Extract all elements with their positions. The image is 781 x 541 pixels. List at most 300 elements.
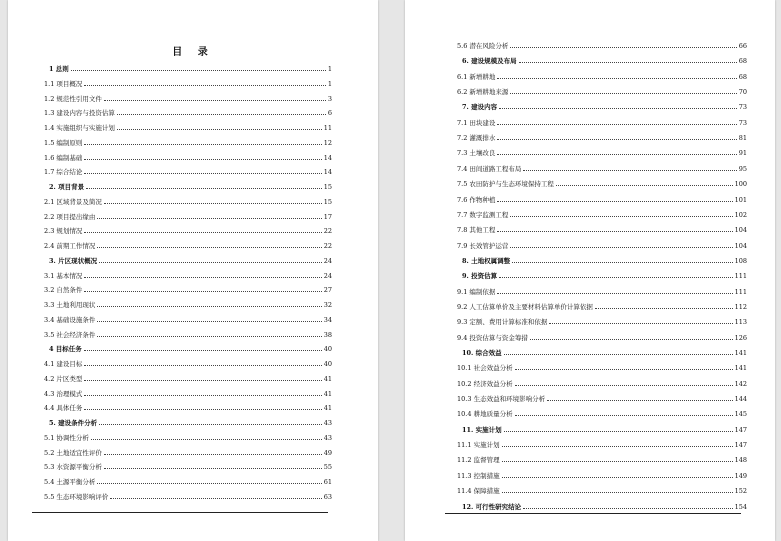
toc-entry-text: 作物种植 — [469, 195, 496, 204]
toc-page-number: 17 — [323, 212, 332, 221]
toc-entry-text: 建设内容 — [471, 103, 498, 112]
toc-dot-leader — [497, 138, 736, 140]
toc-dot-leader — [84, 290, 321, 292]
toc-entry[interactable] — [457, 222, 747, 234]
toc-entry-label — [44, 493, 108, 501]
toc-entry-label — [44, 198, 102, 206]
toc-entry-text: 规范性引用文件 — [56, 94, 102, 103]
toc-entry-number: 5.1 — [44, 433, 55, 442]
toc-entry-text: 实施组织与实施计划 — [56, 124, 115, 132]
toc-entry[interactable] — [44, 268, 332, 280]
toc-entry-label — [49, 183, 84, 191]
toc-entry[interactable] — [457, 84, 747, 96]
toc-entry-text: 建设条件分析 — [58, 419, 98, 427]
toc-dot-leader — [595, 307, 733, 309]
toc-dot-leader — [519, 61, 737, 63]
toc-entry-number: 7.4 — [457, 164, 468, 173]
toc-dot-leader — [549, 322, 732, 324]
toc-entry[interactable] — [457, 192, 747, 204]
toc-dot-leader — [497, 200, 732, 202]
toc-page-number: 40 — [323, 345, 332, 354]
toc-entry-label — [462, 103, 497, 111]
toc-chapter-entry[interactable] — [462, 345, 747, 357]
toc-entry-text: 项目提出缘由 — [56, 212, 96, 221]
toc-entry-number: 6.1 — [457, 72, 468, 81]
toc-page-number: 73 — [738, 103, 747, 112]
toc-entry-label — [457, 456, 500, 464]
toc-entry-text: 综合效益 — [475, 349, 502, 357]
toc-page-number: 41 — [323, 389, 332, 398]
toc-page-number: 112 — [734, 302, 747, 311]
toc-dot-leader — [510, 215, 732, 217]
toc-entry-text: 规划情况 — [56, 227, 83, 236]
toc-entry[interactable] — [457, 376, 747, 388]
toc-page-number: 14 — [323, 168, 332, 177]
toc-chapter-entry[interactable] — [462, 422, 747, 434]
toc-entry-text: 综合结论 — [56, 168, 83, 177]
toc-entry-label — [44, 80, 82, 88]
toc-entry-number: 2.1 — [44, 197, 55, 206]
toc-entry-text: 区域背景及简况 — [56, 197, 102, 206]
toc-entry-number: 7.1 — [457, 118, 468, 127]
toc-entry-label — [44, 154, 82, 162]
toc-entry-label — [457, 395, 545, 403]
toc-entry-label — [462, 349, 502, 357]
toc-entry[interactable] — [44, 312, 332, 324]
toc-entry-text: 可行性研究结论 — [475, 502, 522, 511]
toc-dot-leader — [515, 414, 733, 416]
toc-entry[interactable] — [457, 468, 747, 480]
toc-entry[interactable] — [457, 314, 747, 326]
toc-title: 目 录 — [172, 47, 214, 58]
toc-entry[interactable] — [457, 330, 747, 342]
toc-page-number: 147 — [734, 441, 747, 450]
toc-dot-leader — [117, 113, 326, 115]
toc-entry-label — [457, 134, 495, 142]
toc-entry-label — [462, 503, 521, 511]
toc-entry-text: 片区类型 — [56, 374, 83, 383]
toc-entry-label — [49, 65, 69, 73]
toc-entry[interactable] — [44, 209, 332, 221]
toc-entry[interactable] — [457, 452, 747, 464]
toc-entry-label — [462, 257, 510, 265]
toc-page-number: 154 — [734, 502, 747, 511]
toc-entry[interactable] — [457, 391, 747, 403]
toc-dot-leader — [504, 430, 733, 432]
toc-entry-label — [457, 441, 500, 449]
toc-entry-label — [49, 257, 97, 265]
toc-page-number: 111 — [734, 272, 747, 281]
toc-entry-text: 具体任务 — [56, 404, 83, 413]
toc-dot-leader — [84, 349, 322, 351]
toc-page-number: 55 — [323, 463, 332, 472]
toc-entry[interactable] — [457, 299, 747, 311]
toc-entry-number: 1.3 — [44, 109, 55, 118]
toc-entry-number: 3.5 — [44, 330, 55, 339]
toc-entry[interactable] — [457, 483, 747, 495]
toc-entry-number: 3. — [49, 256, 56, 265]
toc-dot-leader — [523, 169, 736, 171]
toc-chapter-entry[interactable] — [49, 253, 332, 265]
toc-entry-text: 农田防护与生态环境保持工程 — [469, 180, 554, 189]
toc-entry-number: 9. — [462, 272, 469, 281]
toc-entry-number: 1 — [49, 65, 54, 73]
toc-entry-text: 实施计划 — [475, 425, 502, 434]
toc-entry-label — [44, 434, 89, 442]
toc-page-number: 147 — [734, 425, 747, 434]
toc-entry[interactable] — [457, 161, 747, 173]
toc-chapter-entry[interactable] — [49, 61, 332, 73]
toc-entry-text: 投资估算 — [471, 272, 498, 281]
toc-entry-number: 11.4 — [457, 487, 472, 496]
toc-entry-label — [49, 419, 97, 427]
toc-entry-number: 2.3 — [44, 227, 55, 236]
toc-entry-text: 编制原则 — [56, 138, 83, 147]
toc-chapter-entry[interactable] — [462, 499, 747, 511]
toc-dot-leader — [84, 84, 325, 86]
toc-entry-number: 10.3 — [457, 395, 472, 404]
toc-entry-text: 投资估算与资金筹措 — [469, 333, 528, 342]
toc-entry-label — [44, 301, 95, 309]
toc-dot-leader — [499, 276, 733, 278]
toc-entry[interactable] — [457, 360, 747, 372]
toc-entry-text: 新增耕地来源 — [469, 88, 509, 97]
toc-chapter-entry[interactable] — [462, 268, 747, 280]
toc-entry[interactable] — [457, 176, 747, 188]
toc-entry-label — [49, 345, 82, 353]
toc-entry-label — [44, 139, 82, 147]
toc-entry-number: 2.2 — [44, 212, 55, 221]
toc-page-number: 111 — [734, 287, 747, 296]
toc-dot-leader — [99, 261, 322, 263]
toc-page-number: 145 — [734, 410, 747, 419]
toc-entry-label — [457, 196, 495, 204]
toc-entry-text: 编制依据 — [469, 287, 496, 296]
toc-entry[interactable] — [457, 437, 747, 449]
toc-page-number: 15 — [323, 183, 332, 191]
toc-dot-leader — [104, 202, 322, 204]
toc-entry-number: 9.3 — [457, 318, 468, 327]
toc-entry-label — [44, 404, 82, 412]
toc-entry[interactable] — [457, 207, 747, 219]
toc-entry[interactable] — [44, 356, 332, 368]
toc-entry-number: 11.2 — [457, 456, 472, 465]
toc-entry-number: 3.1 — [44, 271, 55, 280]
toc-entry-number: 2. — [49, 183, 56, 191]
toc-page-number: 141 — [734, 364, 747, 373]
toc-chapter-entry[interactable] — [49, 415, 332, 427]
toc-entry-text: 耕地质量分析 — [473, 410, 513, 419]
toc-entry-text: 数字监测工程 — [469, 210, 509, 219]
toc-entry[interactable] — [44, 430, 332, 442]
toc-entry-label — [457, 334, 528, 342]
toc-entry-text: 片区现状概况 — [58, 256, 98, 265]
toc-entry-label — [457, 380, 513, 388]
toc-entry-label — [457, 149, 495, 157]
toc-entry-text: 治理模式 — [56, 389, 83, 398]
toc-entry-text: 建设内容与投资估算 — [56, 109, 115, 118]
toc-dot-leader — [84, 158, 321, 160]
toc-entry-label — [44, 168, 82, 176]
toc-entry-label — [457, 303, 593, 311]
toc-entry-label — [457, 211, 508, 219]
toc-entry-number: 3.4 — [44, 315, 55, 324]
toc-entry[interactable] — [44, 238, 332, 250]
toc-entry-text: 保障措施 — [473, 487, 500, 496]
toc-page-number: 81 — [738, 134, 747, 143]
toc-entry-label — [44, 286, 82, 294]
toc-entry-number: 7.2 — [457, 134, 468, 143]
toc-entry[interactable] — [44, 164, 332, 176]
toc-entry-label — [457, 410, 513, 418]
toc-dot-leader — [104, 467, 322, 469]
toc-page-number: 68 — [738, 57, 747, 66]
toc-entry[interactable] — [457, 115, 747, 127]
toc-entry-text: 长效管护运营 — [469, 241, 509, 250]
toc-entry-text: 总则 — [55, 65, 69, 73]
toc-dot-leader — [84, 364, 321, 366]
toc-page-number: 113 — [734, 318, 747, 327]
toc-dot-leader — [515, 368, 733, 370]
document-page-right — [405, 0, 775, 541]
toc-entry-label — [457, 73, 495, 81]
toc-page-number: 149 — [734, 471, 747, 480]
toc-entry-number: 9.2 — [457, 302, 468, 311]
toc-entry-text: 基础设施条件 — [56, 315, 96, 324]
toc-page-number: 1 — [327, 79, 332, 88]
toc-entry[interactable] — [44, 76, 332, 88]
toc-entry-text: 人工估算单价及主要材料估算单价计算依据 — [469, 302, 593, 311]
toc-page-number: 41 — [323, 374, 332, 383]
toc-dot-leader — [97, 320, 321, 322]
toc-entry[interactable] — [44, 371, 332, 383]
toc-entry-text: 土源平衡分析 — [56, 478, 96, 486]
toc-dot-leader — [99, 423, 322, 425]
toc-entry[interactable] — [44, 120, 332, 132]
toc-entry-number: 3.3 — [44, 301, 55, 309]
toc-dot-leader — [523, 507, 733, 509]
toc-entry-number: 11.1 — [457, 441, 472, 450]
toc-entry-number: 1.1 — [44, 79, 55, 88]
toc-entry-label — [44, 109, 115, 117]
toc-dot-leader — [530, 338, 733, 340]
toc-entry-label — [44, 390, 82, 398]
toc-entry-label — [457, 180, 554, 188]
toc-entry-text: 其他工程 — [469, 226, 496, 235]
toc-page-number: 108 — [734, 256, 747, 265]
toc-dot-leader — [502, 476, 733, 478]
toc-entry-text: 实施计划 — [473, 441, 500, 450]
toc-dot-leader — [91, 438, 322, 440]
toc-entry-number: 1.7 — [44, 168, 55, 177]
toc-dot-leader — [510, 246, 732, 248]
toc-entry-text: 自然条件 — [56, 286, 83, 295]
toc-entry[interactable] — [44, 489, 332, 501]
toc-dot-leader — [510, 46, 736, 48]
toc-page-number: 104 — [734, 241, 747, 250]
toc-entry-label — [44, 463, 102, 471]
toc-entry-text: 监督管理 — [473, 456, 500, 465]
toc-entry-number: 10.4 — [457, 410, 472, 419]
toc-page-number: 144 — [734, 395, 747, 404]
toc-entry-text: 建设规模及布局 — [471, 57, 517, 66]
toc-dot-leader — [502, 460, 733, 462]
toc-entry[interactable] — [457, 284, 747, 296]
toc-entry-label — [457, 165, 521, 173]
toc-page-number: 63 — [323, 492, 332, 501]
toc-entry[interactable] — [44, 194, 332, 206]
toc-entry[interactable] — [44, 223, 332, 235]
toc-entry-label — [457, 364, 513, 372]
toc-entry-label — [44, 449, 102, 457]
toc-page-number: 11 — [323, 124, 332, 132]
toc-entry-label — [457, 288, 495, 296]
toc-entry[interactable] — [44, 135, 332, 147]
toc-page-number: 34 — [323, 315, 332, 324]
toc-dot-leader — [556, 184, 733, 186]
toc-page-number: 66 — [738, 42, 747, 50]
toc-entry-number: 3.2 — [44, 286, 55, 295]
toc-entry-label — [457, 119, 495, 127]
toc-page-number: 12 — [323, 138, 332, 147]
toc-dot-leader — [110, 497, 321, 499]
toc-entry-label — [44, 360, 82, 368]
toc-dot-leader — [504, 353, 733, 355]
toc-entry-number: 4.4 — [44, 404, 55, 413]
toc-page-number: 100 — [734, 180, 747, 189]
toc-entry[interactable] — [44, 150, 332, 162]
toc-page-number: 27 — [323, 286, 332, 295]
toc-dot-leader — [502, 445, 733, 447]
toc-dot-leader — [104, 453, 322, 455]
toc-chapter-entry[interactable] — [49, 179, 332, 191]
toc-entry[interactable] — [457, 69, 747, 81]
toc-page-number: 6 — [327, 109, 332, 118]
toc-entry-number: 2.4 — [44, 242, 55, 250]
toc-entry-text: 水资源平衡分析 — [56, 463, 102, 472]
toc-page-number: 61 — [323, 478, 332, 486]
toc-entry-text: 编制基础 — [56, 153, 83, 162]
toc-entry-number: 5.6 — [457, 42, 468, 50]
toc-page-number: 49 — [323, 448, 332, 457]
toc-chapter-entry[interactable] — [462, 253, 747, 265]
toc-page-number: 24 — [323, 271, 332, 280]
toc-entry-text: 控制措施 — [473, 471, 500, 480]
toc-entry-number: 6. — [462, 57, 469, 66]
toc-page-number: 148 — [734, 456, 747, 465]
toc-dot-leader — [84, 231, 321, 233]
toc-page-number: 32 — [323, 301, 332, 309]
toc-dot-leader — [84, 143, 321, 145]
toc-entry-label — [44, 242, 95, 250]
toc-entry[interactable] — [457, 406, 747, 418]
toc-entry-label — [462, 57, 517, 65]
toc-dot-leader — [97, 217, 321, 219]
toc-dot-leader — [84, 172, 321, 174]
toc-entry[interactable] — [44, 282, 332, 294]
toc-chapter-entry[interactable] — [462, 99, 747, 111]
toc-entry-number: 7.3 — [457, 149, 468, 158]
toc-entry[interactable] — [44, 445, 332, 457]
toc-entry-number: 4.1 — [44, 360, 55, 368]
toc-entry[interactable] — [44, 105, 332, 117]
toc-chapter-entry[interactable] — [462, 53, 747, 65]
document-page-left — [8, 0, 378, 541]
toc-entry[interactable] — [44, 400, 332, 412]
toc-page-number: 43 — [323, 419, 332, 427]
toc-entry[interactable] — [44, 327, 332, 339]
toc-page-number: 70 — [738, 88, 747, 97]
toc-entry-text: 社会效益分析 — [473, 364, 513, 373]
toc-entry[interactable] — [44, 297, 332, 309]
toc-entry-text: 田块建设 — [469, 118, 496, 127]
toc-entry[interactable] — [44, 459, 332, 471]
toc-entry-number: 5.4 — [44, 478, 55, 486]
toc-page-number: 22 — [323, 227, 332, 236]
toc-entry-number: 8. — [462, 256, 469, 265]
toc-dot-leader — [97, 482, 321, 484]
toc-entry[interactable] — [44, 91, 332, 103]
toc-entry[interactable] — [44, 474, 332, 486]
toc-page-number: 101 — [734, 195, 747, 204]
toc-entry-number: 7.9 — [457, 241, 468, 250]
toc-entry-number: 9.4 — [457, 333, 468, 342]
toc-page-number: 142 — [734, 379, 747, 388]
toc-dot-leader — [497, 153, 736, 155]
toc-entry-label — [457, 242, 508, 250]
toc-entry-text: 项目背景 — [58, 183, 85, 191]
toc-dot-leader — [84, 276, 321, 278]
toc-entry-text: 新增耕地 — [469, 72, 496, 81]
page-rule-left — [32, 512, 328, 513]
toc-entry-number: 5. — [49, 419, 56, 427]
toc-entry[interactable] — [457, 38, 747, 50]
toc-entry-label — [44, 124, 115, 132]
toc-page-number: 1 — [327, 65, 332, 73]
toc-page-number: 104 — [734, 226, 747, 235]
toc-entry-label — [44, 213, 95, 221]
toc-page-number: 152 — [734, 487, 747, 496]
toc-entry-text: 灌溉排水 — [469, 134, 496, 143]
toc-entry-text: 生态效益和环境影响分析 — [473, 395, 546, 404]
toc-entry-label — [457, 318, 547, 326]
toc-entry[interactable] — [44, 386, 332, 398]
toc-page-number: 38 — [323, 330, 332, 339]
toc-dot-leader — [497, 77, 736, 79]
toc-chapter-entry[interactable] — [49, 341, 332, 353]
toc-entry-number: 10. — [462, 349, 474, 357]
toc-entry-number: 7.5 — [457, 180, 468, 189]
toc-entry-number: 5.2 — [44, 448, 55, 457]
toc-page-number: 43 — [323, 433, 332, 442]
toc-entry-number: 7.7 — [457, 210, 468, 219]
toc-entry-text: 基本情况 — [56, 271, 83, 280]
toc-entry[interactable] — [457, 238, 747, 250]
toc-dot-leader — [97, 305, 321, 307]
toc-entry-label — [44, 95, 102, 103]
toc-entry-label — [457, 88, 508, 96]
toc-entry-text: 生态环境影响评价 — [56, 492, 109, 501]
toc-entry[interactable] — [457, 145, 747, 157]
toc-entry-number: 5.3 — [44, 463, 55, 472]
toc-entry-number: 7.8 — [457, 226, 468, 235]
toc-dot-leader — [84, 408, 321, 410]
toc-entry-label — [44, 375, 82, 383]
toc-entry-number: 12. — [462, 502, 474, 511]
toc-dot-leader — [86, 187, 322, 189]
toc-dot-leader — [71, 69, 326, 71]
toc-entry[interactable] — [457, 130, 747, 142]
